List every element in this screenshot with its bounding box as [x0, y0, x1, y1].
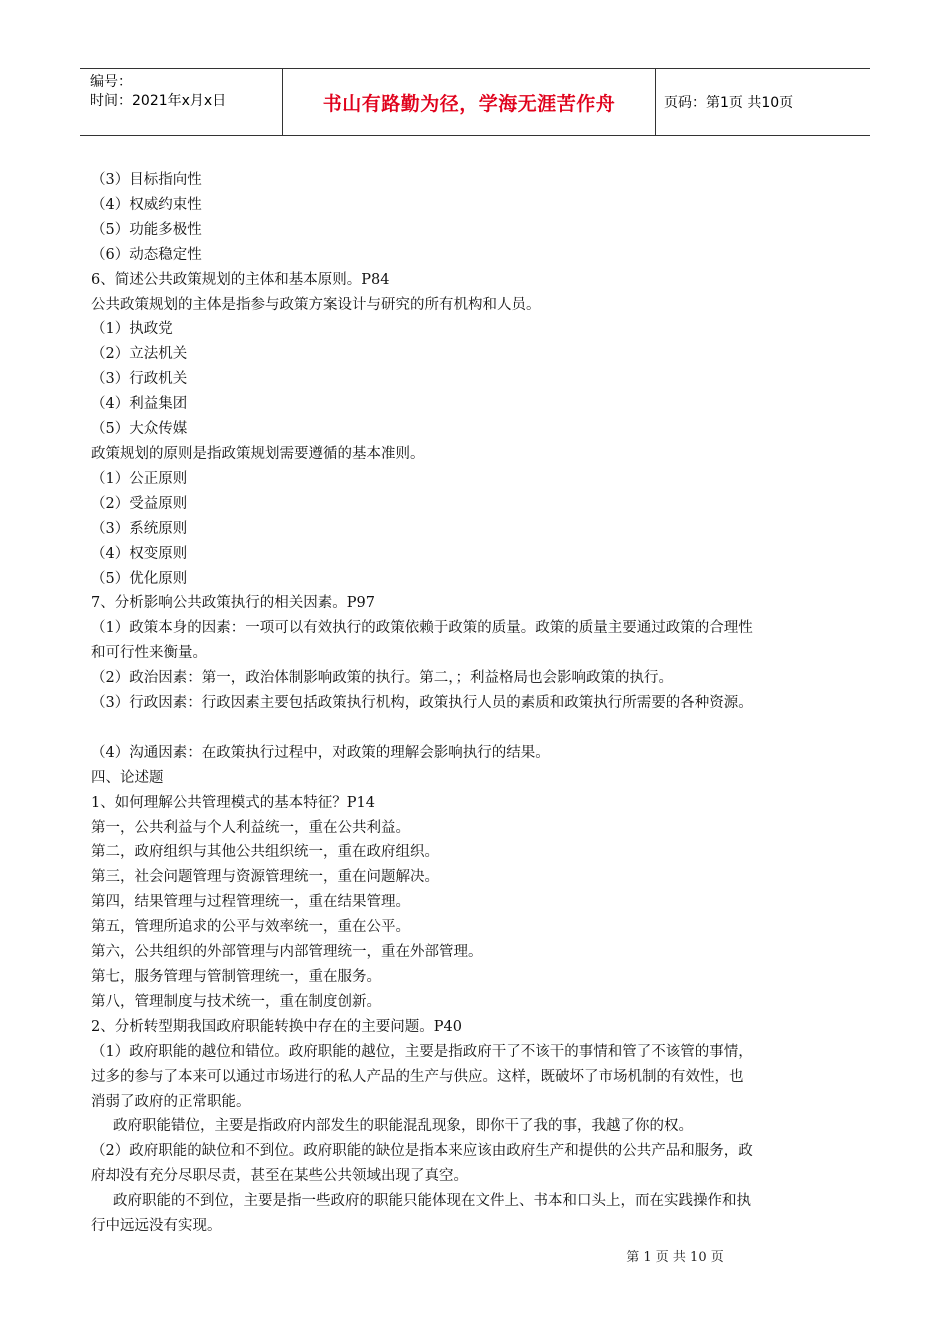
document-body — [91, 168, 863, 1239]
text-line: （5）大众传媒 — [91, 421, 188, 438]
text-line: （4）权变原则 — [91, 545, 188, 562]
text-line: 第六，公共组织的外部管理与内部管理统一，重在外部管理。 — [91, 944, 483, 961]
text-line: 7、分析影响公共政策执行的相关因素。P97 — [91, 595, 375, 612]
text-line: 政策规划的原则是指政策规划需要遵循的基本准则。 — [91, 445, 425, 462]
text-line: 第三，社会问题管理与资源管理统一，重在问题解决。 — [91, 869, 439, 886]
text-line: 政府职能错位，主要是指政府内部发生的职能混乱现象，即你干了我的事，我越了你的权。 — [113, 1118, 693, 1135]
text-line: 第一，公共利益与个人利益统一，重在公共利益。 — [91, 819, 410, 836]
text-line: （5）优化原则 — [91, 570, 188, 587]
header-motto: 书山有路勤为径，学海无涯苦作舟 — [282, 69, 656, 135]
text-line: （5）功能多极性 — [91, 221, 202, 238]
text-line: （2）政府职能的缺位和不到位。政府职能的缺位是指本来应该由政府生产和提供的公共产品和服务，政 — [91, 1143, 753, 1160]
header-left-cell — [80, 69, 282, 135]
text-line: 行中远远没有实现。 — [91, 1218, 222, 1235]
text-line: 过多的参与了本来可以通过市场进行的私人产品的生产与供应。这样，既破坏了市场机制的有效性，也 — [91, 1068, 744, 1085]
document-number-label: 编号： — [90, 74, 132, 90]
text-line: 第七，服务管理与管制管理统一，重在服务。 — [91, 969, 381, 985]
text-line: 政府职能的不到位，主要是指一些政府的职能只能体现在文件上、书本和口头上，而在实践操作和执 — [113, 1193, 751, 1210]
text-line: （6）动态稳定性 — [91, 246, 202, 263]
text-line: 6、简述公共政策规划的主体和基本原则。P84 — [91, 271, 390, 288]
text-line: 四、论述题 — [91, 769, 164, 786]
text-line: （4）利益集团 — [91, 396, 188, 413]
text-line — [91, 716, 863, 741]
text-line: 府却没有充分尽职尽责，甚至在某些公共领域出现了真空。 — [91, 1168, 468, 1185]
text-line: （3）目标指向性 — [91, 172, 202, 188]
text-line: 第二，政府组织与其他公共组织统一，重在政府组织。 — [91, 844, 439, 861]
text-line: （4）权威约束性 — [91, 196, 202, 213]
text-line: （1）公正原则 — [91, 470, 188, 487]
text-line: 1、如何理解公共管理模式的基本特征？P14 — [91, 794, 375, 811]
text-line: （3）行政因素：行政因素主要包括政策执行机构，政策执行人员的素质和政策执行所需要的各种资源。 — [91, 695, 753, 712]
text-line: 消弱了政府的正常职能。 — [91, 1093, 251, 1110]
page-footer: 第 1 页 共 10 页 — [626, 1250, 724, 1265]
text-line: 第八，管理制度与技术统一，重在制度创新。 — [91, 993, 381, 1010]
page-header — [80, 68, 870, 136]
text-line: （4）沟通因素：在政策执行过程中，对政策的理解会影响执行的结果。 — [91, 744, 550, 761]
text-line: 第四，结果管理与过程管理统一，重在结果管理。 — [91, 894, 410, 911]
document-date-label: 时间：2021年x月x日 — [90, 93, 227, 109]
text-line: （3）系统原则 — [91, 520, 188, 537]
text-line: （2）受益原则 — [91, 495, 188, 512]
text-line: （3）行政机关 — [91, 371, 188, 388]
text-line: （1）政府职能的越位和错位。政府职能的越位，主要是指政府干了不该干的事情和管了不该管的事情， — [91, 1043, 753, 1060]
text-line: 公共政策规划的主体是指参与政策方案设计与研究的所有机构和人员。 — [91, 296, 541, 313]
text-line: （2）政治因素：第一，政治体制影响政策的执行。第二，；利益格局也会影响政策的执行。 — [91, 670, 673, 687]
header-page-info: 页码：第1页 共10页 — [664, 95, 794, 111]
text-line: 2、分析转型期我国政府职能转换中存在的主要问题。P40 — [91, 1018, 462, 1035]
text-line: （1）政策本身的因素：一项可以有效执行的政策依赖于政策的质量。政策的质量主要通过政策的合理性 — [91, 620, 753, 637]
text-line: 和可行性来衡量。 — [91, 645, 207, 662]
text-line: 第五，管理所追求的公平与效率统一，重在公平。 — [91, 919, 410, 936]
text-line: （2）立法机关 — [91, 346, 188, 363]
text-line: （1）执政党 — [91, 321, 173, 338]
